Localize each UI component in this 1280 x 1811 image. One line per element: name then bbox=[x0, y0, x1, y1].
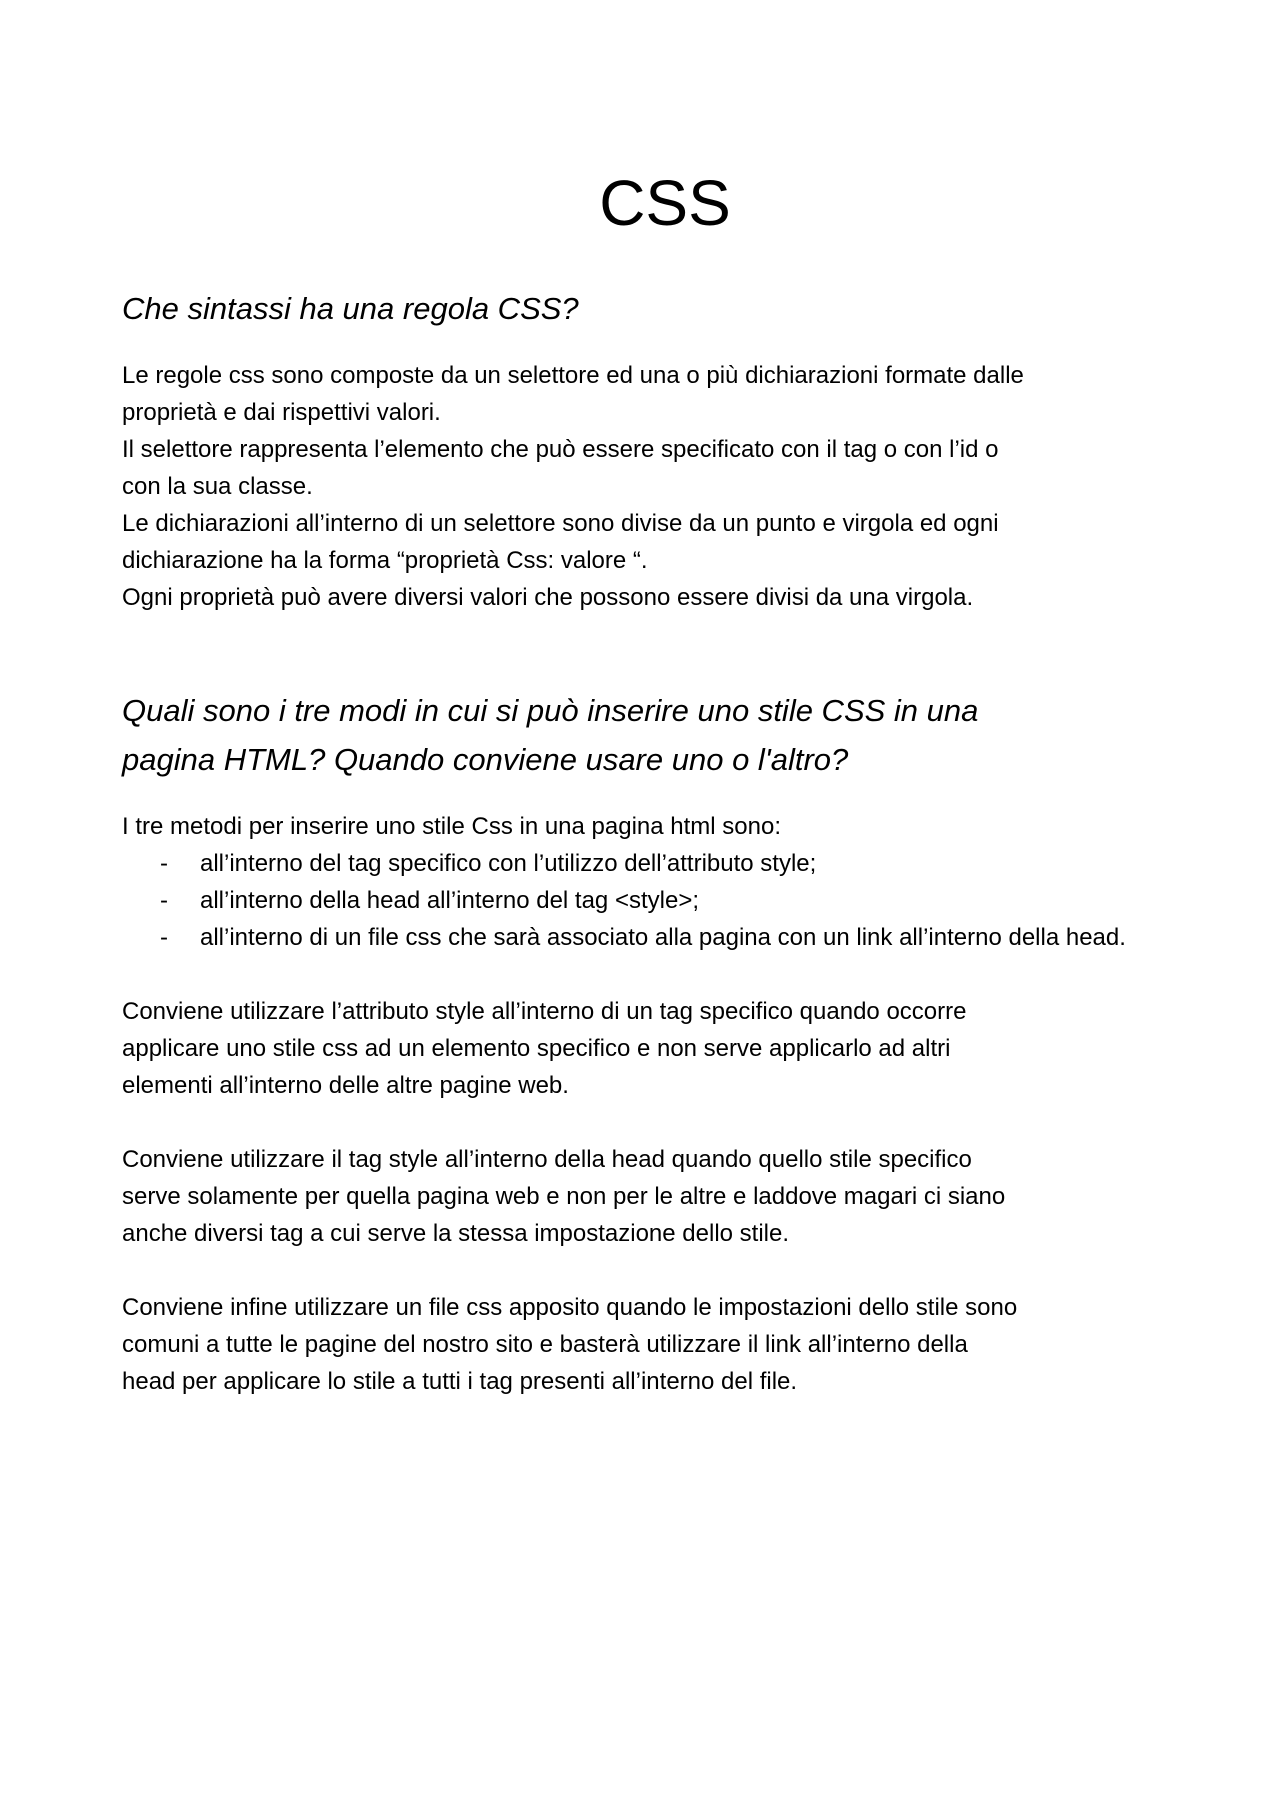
text-line: con la sua classe. bbox=[122, 473, 313, 500]
text-line: dichiarazione ha la forma “proprietà Css: valore “. bbox=[122, 547, 648, 574]
bullet-dash: - bbox=[160, 850, 168, 877]
text-line: elementi all’interno delle altre pagine web. bbox=[122, 1072, 569, 1099]
syntax-paragraph bbox=[122, 357, 1172, 616]
bullet-dash: - bbox=[160, 924, 168, 951]
text-line: serve solamente per quella pagina web e non per le altre e laddove magari ci siano bbox=[122, 1183, 1006, 1210]
text-line: head per applicare lo stile a tutti i tag presenti all’interno del file. bbox=[122, 1368, 798, 1395]
text-line: Le dichiarazioni all’interno di un selettore sono divise da un punto e virgola ed ogni bbox=[122, 510, 999, 537]
document-content bbox=[122, 158, 1172, 1400]
text-line: Conviene utilizzare l’attributo style all’interno di un tag specifico quando occorre bbox=[122, 998, 967, 1025]
section-heading-methods bbox=[122, 686, 1172, 784]
text-line: applicare uno stile css ad un elemento specifico e non serve applicarlo ad altri bbox=[122, 1035, 951, 1062]
text-line: Le regole css sono composte da un selettore ed una o più dichiarazioni formate dalle bbox=[122, 362, 1024, 389]
list-item-text: all’interno del tag specifico con l’utilizzo dell’attributo style; bbox=[200, 850, 817, 877]
list-item-text: all’interno della head all’interno del tag <style>; bbox=[200, 887, 699, 914]
text-line: Conviene utilizzare il tag style all’interno della head quando quello stile specifico bbox=[122, 1146, 972, 1173]
list-item bbox=[160, 919, 1172, 956]
paragraph-style-tag bbox=[122, 1141, 1172, 1252]
text-line: Il selettore rappresenta l’elemento che può essere specificato con il tag o con l’id o bbox=[122, 436, 999, 463]
list-item-text: all’interno di un file css che sarà associato alla pagina con un link all’interno della head. bbox=[200, 924, 1126, 951]
text-line: anche diversi tag a cui serve la stessa impostazione dello stile. bbox=[122, 1220, 790, 1247]
list-item bbox=[160, 882, 1172, 919]
text-line: Ogni proprietà può avere diversi valori che possono essere divisi da una virgola. bbox=[122, 584, 974, 611]
methods-intro: I tre metodi per inserire uno stile Css in una pagina html sono: bbox=[122, 813, 782, 840]
methods-list bbox=[122, 845, 1172, 956]
section-heading-syntax: Che sintassi ha una regola CSS? bbox=[122, 291, 579, 326]
text-line: proprietà e dai rispettivi valori. bbox=[122, 399, 441, 426]
text-line: comuni a tutte le pagine del nostro sito e basterà utilizzare il link all’interno della bbox=[122, 1331, 968, 1358]
heading-line: pagina HTML? Quando conviene usare uno o l'altro? bbox=[122, 742, 849, 777]
page-title: CSS bbox=[599, 167, 731, 239]
bullet-dash: - bbox=[160, 887, 168, 914]
paragraph-external-file bbox=[122, 1289, 1172, 1400]
paragraph-inline-style bbox=[122, 993, 1172, 1104]
text-line: Conviene infine utilizzare un file css apposito quando le impostazioni dello stile sono bbox=[122, 1294, 1018, 1321]
list-item bbox=[160, 845, 1172, 882]
heading-line: Quali sono i tre modi in cui si può inserire uno stile CSS in una bbox=[122, 693, 979, 728]
